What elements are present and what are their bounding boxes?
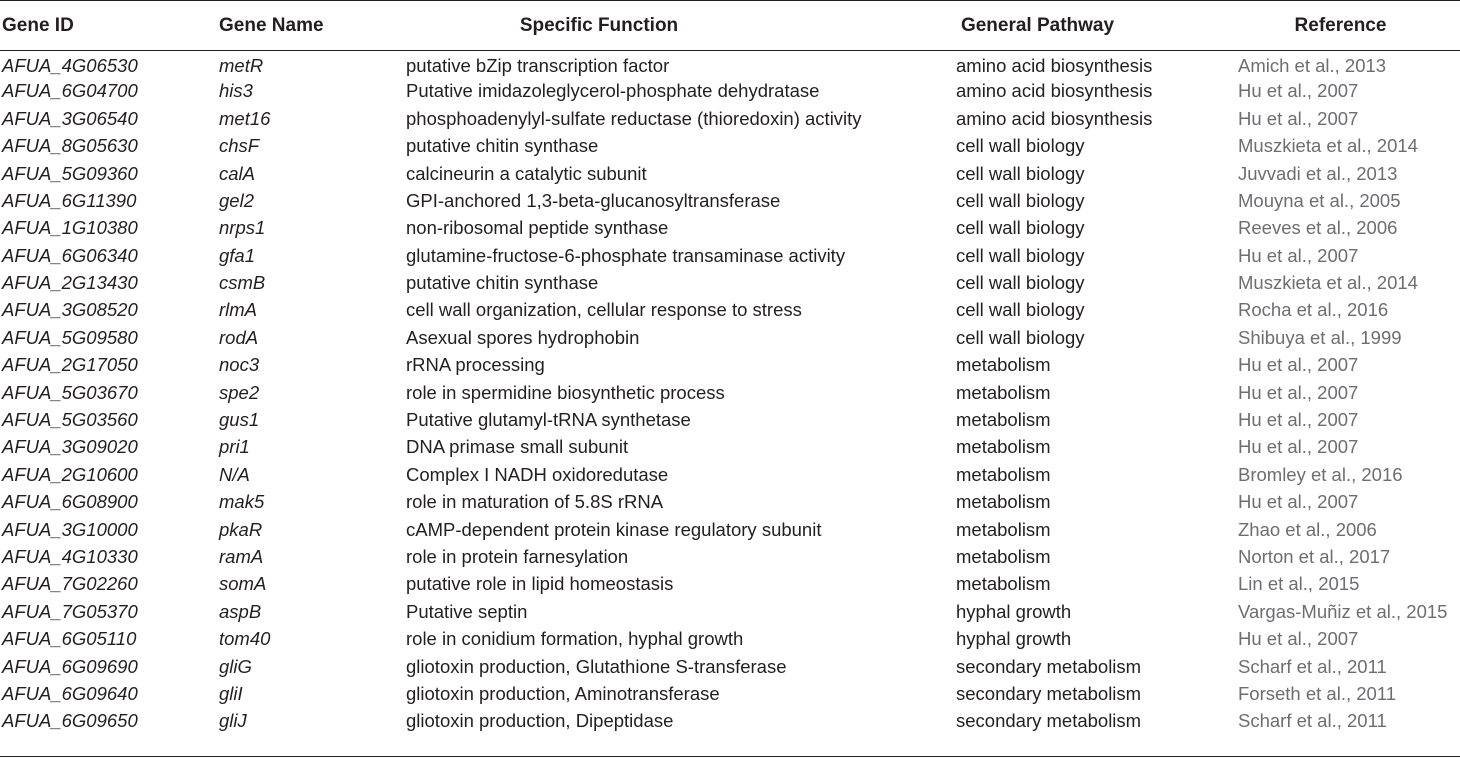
header-gene-id: Gene ID xyxy=(2,14,74,36)
table-row xyxy=(0,680,1460,707)
cell-gene-name: spe2 xyxy=(219,381,260,403)
table-row xyxy=(0,653,1460,680)
table-row xyxy=(0,407,1460,434)
cell-gene-name: pkaR xyxy=(219,518,263,540)
table-row xyxy=(0,51,1460,78)
cell-gene-name: gliG xyxy=(219,655,252,677)
cell-gene-id: AFUA_6G08900 xyxy=(2,491,138,513)
table-row xyxy=(0,297,1460,324)
table-row xyxy=(0,379,1460,406)
cell-gene-name: his3 xyxy=(219,80,253,102)
cell-specific-function: Putative septin xyxy=(406,600,528,622)
cell-reference: Hu et al., 2007 xyxy=(1238,436,1359,458)
table-row xyxy=(0,571,1460,598)
cell-gene-name: rlmA xyxy=(219,299,258,321)
cell-general-pathway: cell wall biology xyxy=(956,299,1085,321)
cell-gene-name: pri1 xyxy=(219,436,250,458)
table-row xyxy=(0,160,1460,187)
cell-gene-name: csmB xyxy=(219,272,266,294)
table-row xyxy=(0,434,1460,461)
cell-gene-id: AFUA_3G10000 xyxy=(2,518,138,540)
cell-gene-id: AFUA_8G05630 xyxy=(2,135,138,157)
table-row xyxy=(0,352,1460,379)
table-row xyxy=(0,270,1460,297)
cell-gene-id: AFUA_6G04700 xyxy=(2,80,138,102)
cell-reference: Bromley et al., 2016 xyxy=(1238,463,1403,485)
cell-reference: Hu et al., 2007 xyxy=(1238,409,1359,431)
cell-specific-function: Complex I NADH oxidoredutase xyxy=(406,463,669,485)
cell-specific-function: non-ribosomal peptide synthase xyxy=(406,217,669,239)
cell-general-pathway: secondary metabolism xyxy=(956,682,1142,704)
cell-general-pathway: hyphal growth xyxy=(956,628,1072,650)
cell-reference: Zhao et al., 2006 xyxy=(1238,518,1377,540)
cell-specific-function: Putative imidazoleglycerol-phosphate dehydratase xyxy=(406,80,820,102)
cell-gene-name: rodA xyxy=(219,326,259,348)
cell-gene-name: gel2 xyxy=(219,189,254,211)
cell-gene-name: N/A xyxy=(219,463,250,485)
cell-specific-function: DNA primase small subunit xyxy=(406,436,629,458)
table-row xyxy=(0,544,1460,571)
table-row xyxy=(0,708,1460,735)
cell-general-pathway: metabolism xyxy=(956,545,1051,567)
cell-general-pathway: cell wall biology xyxy=(956,135,1085,157)
table-row xyxy=(0,133,1460,160)
cell-specific-function: putative chitin synthase xyxy=(406,135,599,157)
cell-gene-id: AFUA_2G10600 xyxy=(2,463,138,485)
cell-specific-function: cell wall organization, cellular response to stress xyxy=(406,299,802,321)
cell-gene-id: AFUA_5G03670 xyxy=(2,381,138,403)
cell-gene-id: AFUA_6G11390 xyxy=(2,189,137,211)
cell-reference: Hu et al., 2007 xyxy=(1238,107,1359,129)
cell-gene-id: AFUA_4G06530 xyxy=(2,54,138,76)
cell-gene-name: nrps1 xyxy=(219,217,266,239)
table-row xyxy=(0,242,1460,269)
cell-specific-function: putative chitin synthase xyxy=(406,272,599,294)
cell-specific-function: role in spermidine biosynthetic process xyxy=(406,381,725,403)
cell-specific-function: gliotoxin production, Glutathione S-transferase xyxy=(406,655,787,677)
cell-general-pathway: metabolism xyxy=(956,354,1051,376)
cell-reference: Mouyna et al., 2005 xyxy=(1238,189,1401,211)
cell-general-pathway: cell wall biology xyxy=(956,217,1085,239)
cell-reference: Hu et al., 2007 xyxy=(1238,381,1359,403)
cell-general-pathway: hyphal growth xyxy=(956,600,1072,622)
cell-gene-id: AFUA_2G13430 xyxy=(2,272,138,294)
cell-gene-name: aspB xyxy=(219,600,262,622)
cell-gene-name: gliI xyxy=(219,682,243,704)
table-row xyxy=(0,489,1460,516)
cell-reference: Rocha et al., 2016 xyxy=(1238,299,1389,321)
cell-reference: Forseth et al., 2011 xyxy=(1238,682,1397,704)
cell-reference: Hu et al., 2007 xyxy=(1238,80,1359,102)
cell-general-pathway: metabolism xyxy=(956,381,1051,403)
cell-general-pathway: cell wall biology xyxy=(956,272,1085,294)
cell-gene-name: gliJ xyxy=(219,710,247,732)
cell-reference: Amich et al., 2013 xyxy=(1238,54,1387,76)
cell-general-pathway: metabolism xyxy=(956,518,1051,540)
table-row xyxy=(0,516,1460,543)
cell-gene-name: metR xyxy=(219,54,264,76)
cell-specific-function: putative role in lipid homeostasis xyxy=(406,573,674,595)
cell-gene-id: AFUA_6G06340 xyxy=(2,244,138,266)
table-row xyxy=(0,78,1460,105)
cell-general-pathway: amino acid biosynthesis xyxy=(956,54,1153,76)
cell-general-pathway: metabolism xyxy=(956,491,1051,513)
cell-gene-id: AFUA_7G05370 xyxy=(2,600,138,622)
cell-general-pathway: cell wall biology xyxy=(956,244,1085,266)
cell-specific-function: calcineurin a catalytic subunit xyxy=(406,162,647,184)
cell-general-pathway: metabolism xyxy=(956,409,1051,431)
bottom-rule xyxy=(0,756,1460,757)
table-row xyxy=(0,105,1460,132)
cell-reference: Juvvadi et al., 2013 xyxy=(1238,162,1398,184)
cell-gene-id: AFUA_6G05110 xyxy=(2,628,137,650)
table-row xyxy=(0,598,1460,625)
cell-gene-id: AFUA_3G08520 xyxy=(2,299,138,321)
cell-reference: Norton et al., 2017 xyxy=(1238,545,1391,567)
cell-specific-function: GPI-anchored 1,3-beta-glucanosyltransferase xyxy=(406,189,781,211)
cell-reference: Hu et al., 2007 xyxy=(1238,628,1359,650)
cell-reference: Scharf et al., 2011 xyxy=(1238,710,1387,732)
cell-gene-id: AFUA_3G06540 xyxy=(2,107,138,129)
cell-gene-name: somA xyxy=(219,573,267,595)
cell-reference: Shibuya et al., 1999 xyxy=(1238,326,1402,348)
cell-gene-name: mak5 xyxy=(219,491,265,513)
cell-gene-name: chsF xyxy=(219,135,260,157)
table-row xyxy=(0,215,1460,242)
cell-reference: Muszkieta et al., 2014 xyxy=(1238,135,1418,157)
cell-reference: Vargas-Muñiz et al., 2015 xyxy=(1238,600,1448,622)
cell-specific-function: gliotoxin production, Aminotransferase xyxy=(406,682,720,704)
cell-gene-id: AFUA_5G09360 xyxy=(2,162,138,184)
cell-general-pathway: cell wall biology xyxy=(956,162,1085,184)
cell-gene-name: tom40 xyxy=(219,628,271,650)
cell-reference: Reeves et al., 2006 xyxy=(1238,217,1398,239)
header-gene-name: Gene Name xyxy=(219,14,324,36)
cell-gene-id: AFUA_1G10380 xyxy=(2,217,138,239)
header-row xyxy=(0,1,1460,51)
header-reference: Reference xyxy=(1294,14,1387,36)
cell-specific-function: Asexual spores hydrophobin xyxy=(406,326,640,348)
cell-general-pathway: metabolism xyxy=(956,436,1051,458)
cell-gene-id: AFUA_3G09020 xyxy=(2,436,138,458)
cell-gene-id: AFUA_2G17050 xyxy=(2,354,138,376)
cell-reference: Hu et al., 2007 xyxy=(1238,244,1359,266)
cell-reference: Muszkieta et al., 2014 xyxy=(1238,272,1418,294)
cell-gene-id: AFUA_6G09650 xyxy=(2,710,138,732)
cell-specific-function: putative bZip transcription factor xyxy=(406,54,670,76)
cell-specific-function: rRNA processing xyxy=(406,354,545,376)
table-body xyxy=(0,51,1460,736)
cell-general-pathway: amino acid biosynthesis xyxy=(956,80,1153,102)
cell-gene-name: gus1 xyxy=(219,409,260,431)
cell-general-pathway: metabolism xyxy=(956,573,1051,595)
header-specific-function: Specific Function xyxy=(519,14,679,36)
cell-gene-id: AFUA_5G03560 xyxy=(2,409,138,431)
cell-gene-id: AFUA_5G09580 xyxy=(2,326,138,348)
cell-gene-id: AFUA_6G09640 xyxy=(2,682,138,704)
cell-gene-name: gfa1 xyxy=(219,244,256,266)
cell-general-pathway: secondary metabolism xyxy=(956,655,1142,677)
cell-specific-function: Putative glutamyl-tRNA synthetase xyxy=(406,409,691,431)
table-row xyxy=(0,324,1460,351)
header-general-pathway: General Pathway xyxy=(960,14,1115,36)
cell-general-pathway: metabolism xyxy=(956,463,1051,485)
cell-gene-name: ramA xyxy=(219,545,264,567)
cell-general-pathway: cell wall biology xyxy=(956,189,1085,211)
cell-general-pathway: amino acid biosynthesis xyxy=(956,107,1153,129)
cell-gene-id: AFUA_6G09690 xyxy=(2,655,138,677)
cell-reference: Lin et al., 2015 xyxy=(1238,573,1360,595)
table-row xyxy=(0,626,1460,653)
cell-reference: Hu et al., 2007 xyxy=(1238,354,1359,376)
cell-specific-function: cAMP-dependent protein kinase regulatory subunit xyxy=(406,518,822,540)
cell-gene-name: noc3 xyxy=(219,354,260,376)
cell-gene-id: AFUA_7G02260 xyxy=(2,573,138,595)
cell-general-pathway: secondary metabolism xyxy=(956,710,1142,732)
cell-gene-id: AFUA_4G10330 xyxy=(2,545,138,567)
table-row xyxy=(0,461,1460,488)
cell-specific-function: role in conidium formation, hyphal growth xyxy=(406,628,744,650)
cell-specific-function: phosphoadenylyl-sulfate reductase (thioredoxin) activity xyxy=(406,107,862,129)
cell-specific-function: role in maturation of 5.8S rRNA xyxy=(406,491,664,513)
table-row xyxy=(0,187,1460,214)
cell-specific-function: gliotoxin production, Dipeptidase xyxy=(406,710,674,732)
cell-reference: Hu et al., 2007 xyxy=(1238,491,1359,513)
cell-specific-function: glutamine-fructose-6-phosphate transaminase activity xyxy=(406,244,846,266)
cell-reference: Scharf et al., 2011 xyxy=(1238,655,1387,677)
cell-gene-name: calA xyxy=(219,162,255,184)
cell-general-pathway: cell wall biology xyxy=(956,326,1085,348)
table-header xyxy=(0,1,1460,51)
cell-specific-function: role in protein farnesylation xyxy=(406,545,629,567)
cell-gene-name: met16 xyxy=(219,107,271,129)
